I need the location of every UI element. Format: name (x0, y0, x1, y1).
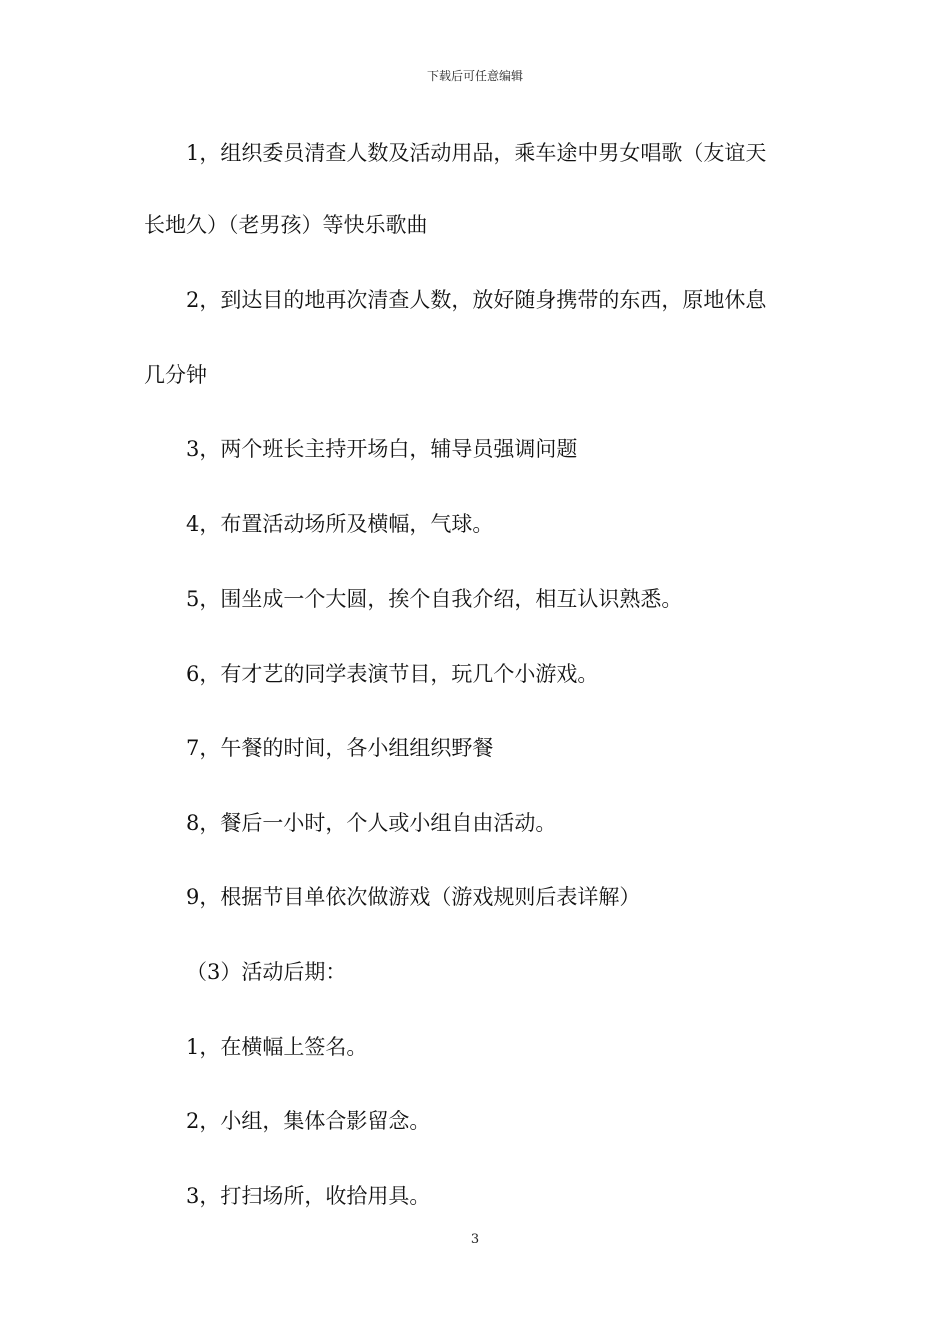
paragraph-line: 长地久）（老男孩）等快乐歌曲 (144, 213, 428, 237)
paragraph-line: 3，两个班长主持开场白，辅导员强调问题 (186, 437, 578, 461)
paragraph-line: 9，根据节目单依次做游戏（游戏规则后表详解） (186, 885, 641, 909)
page-number: 3 (470, 1232, 480, 1247)
paragraph-line: 5，围坐成一个大圆，挨个自我介绍，相互认识熟悉。 (186, 587, 683, 611)
paragraph-line: 2，到达目的地再次清查人数，放好随身携带的东西，原地休息 (186, 288, 767, 312)
paragraph-line: 1，组织委员清查人数及活动用品，乘车途中男女唱歌（友谊天 (186, 141, 767, 165)
paragraph-line: 4，布置活动场所及横幅，气球。 (186, 512, 494, 536)
paragraph-line: 2，小组，集体合影留念。 (186, 1109, 431, 1133)
paragraph-line: 1，在横幅上签名。 (186, 1035, 368, 1059)
paragraph-line: 几分钟 (144, 363, 207, 387)
paragraph-line: 7，午餐的时间，各小组组织野餐 (186, 736, 494, 760)
page-header: 下载后可任意编辑 (426, 69, 523, 83)
paragraph-line: 6，有才艺的同学表演节目，玩几个小游戏。 (186, 662, 599, 686)
section-heading: （3）活动后期： (186, 960, 347, 984)
paragraph-line: 8，餐后一小时，个人或小组自由活动。 (186, 811, 557, 835)
paragraph-line: 3，打扫场所，收拾用具。 (186, 1184, 431, 1208)
